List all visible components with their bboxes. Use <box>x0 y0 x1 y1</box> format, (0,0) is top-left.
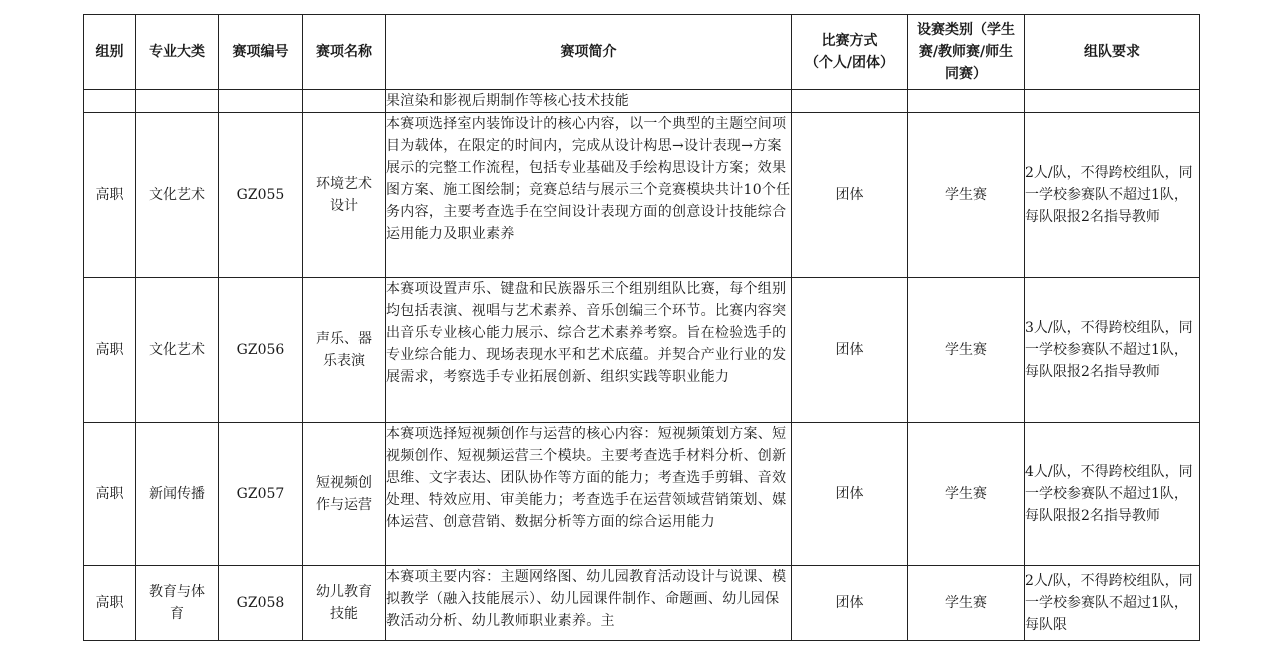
table-row-continuation <box>84 90 1200 113</box>
cell-category: 学生赛 <box>908 113 1025 278</box>
cell-intro: 本赛项选择短视频创作与运营的核心内容：短视频策划方案、短视频创作、短视频运营三个模块。主要考查选手材料分析、创新思维、文字表达、团队协作等方面的能力；考查选手剪辑、音效处理、特效应用、审美能力；考查选手在运营领域营销策划、媒体运营、创意营销、数据分析等方面的综合运用能力 <box>386 423 792 566</box>
cell-mode: 团体 <box>792 113 908 278</box>
cell-group: 高职 <box>84 113 136 278</box>
cell-team: 3人/队，不得跨校组队，同一学校参赛队不超过1队，每队限报2名指导教师 <box>1025 278 1200 423</box>
cell-code: GZ057 <box>219 423 303 566</box>
table-row <box>84 278 1200 423</box>
cell-group: 高职 <box>84 278 136 423</box>
cell-mode: 团体 <box>792 278 908 423</box>
cell-major: 新闻传播 <box>136 423 219 566</box>
cell-intro: 本赛项主要内容：主题网络图、幼儿园教育活动设计与说课、模拟教学（融入技能展示）、幼儿园课件制作、命题画、幼儿园保教活动分析、幼儿教师职业素养。主 <box>386 566 792 641</box>
table-row <box>84 566 1200 641</box>
cell-major: 文化艺术 <box>136 278 219 423</box>
cell-team: 2人/队，不得跨校组队，同一学校参赛队不超过1队，每队限 <box>1025 566 1200 641</box>
cell-group: 高职 <box>84 423 136 566</box>
cell-category: 学生赛 <box>908 566 1025 641</box>
cell-name: 环境艺术设计 <box>303 113 386 278</box>
header-code: 赛项编号 <box>219 15 303 90</box>
header-name: 赛项名称 <box>303 15 386 90</box>
cell-team: 4人/队，不得跨校组队，同一学校参赛队不超过1队，每队限报2名指导教师 <box>1025 423 1200 566</box>
header-intro: 赛项简介 <box>386 15 792 90</box>
continuation-intro: 果渲染和影视后期制作等核心技术技能 <box>386 90 792 113</box>
competition-table <box>83 14 1200 641</box>
cell-team: 2人/队，不得跨校组队，同一学校参赛队不超过1队，每队限报2名指导教师 <box>1025 113 1200 278</box>
table-row <box>84 423 1200 566</box>
header-team: 组队要求 <box>1025 15 1200 90</box>
cell-name: 幼儿教育技能 <box>303 566 386 641</box>
header-group: 组别 <box>84 15 136 90</box>
cell-mode: 团体 <box>792 423 908 566</box>
cell-major: 教育与体育 <box>136 566 219 641</box>
cell-group: 高职 <box>84 566 136 641</box>
cell-major: 文化艺术 <box>136 113 219 278</box>
cell-name: 短视频创作与运营 <box>303 423 386 566</box>
header-category: 设赛类别（学生赛/教师赛/师生同赛） <box>908 15 1025 90</box>
header-major: 专业大类 <box>136 15 219 90</box>
header-mode: 比赛方式 （个人/团体） <box>792 15 908 90</box>
cell-mode: 团体 <box>792 566 908 641</box>
cell-name: 声乐、器乐表演 <box>303 278 386 423</box>
cell-intro: 本赛项设置声乐、键盘和民族器乐三个组别组队比赛，每个组别均包括表演、视唱与艺术素养、音乐创编三个环节。比赛内容突出音乐专业核心能力展示、综合艺术素养考察。旨在检验选手的专业综合能力、现场表现水平和艺术底蕴。并契合产业行业的发展需求，考察选手专业拓展创新、组织实践等职业能力 <box>386 278 792 423</box>
cell-category: 学生赛 <box>908 278 1025 423</box>
cell-category: 学生赛 <box>908 423 1025 566</box>
cell-code: GZ056 <box>219 278 303 423</box>
cell-code: GZ055 <box>219 113 303 278</box>
table-row <box>84 113 1200 278</box>
header-row <box>84 15 1200 90</box>
cell-intro: 本赛项选择室内装饰设计的核心内容，以一个典型的主题空间项目为载体，在限定的时间内，完成从设计构思→设计表现→方案展示的完整工作流程，包括专业基础及手绘构思设计方案；效果图方案、施工图绘制；竞赛总结与展示三个竞赛模块共计10个任务内容，主要考查选手在空间设计表现方面的创意设计技能综合运用能力及职业素养 <box>386 113 792 278</box>
cell-code: GZ058 <box>219 566 303 641</box>
